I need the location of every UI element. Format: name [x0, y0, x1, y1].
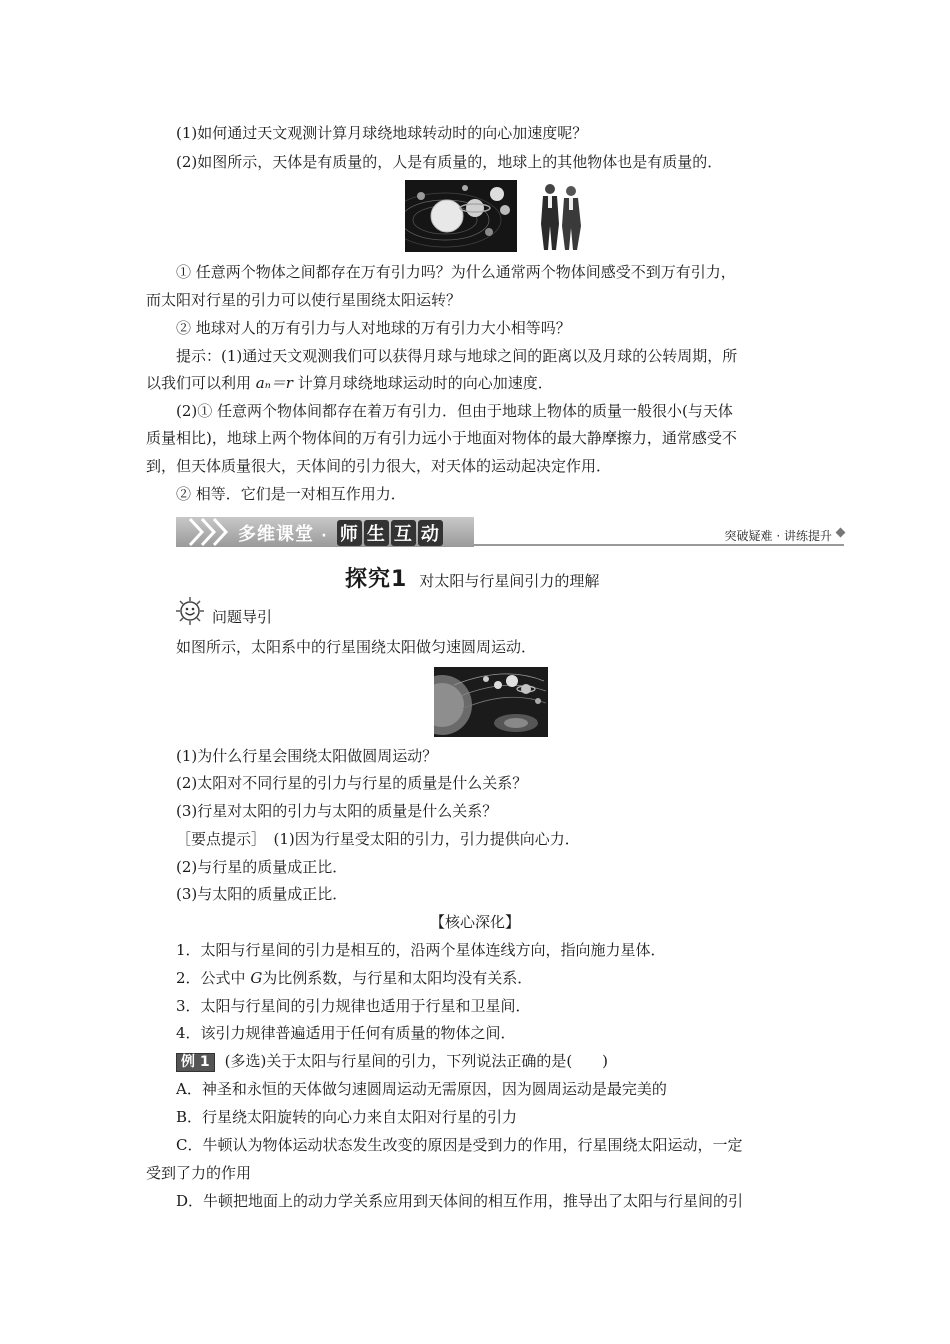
- question-1: (1)如何通过天文观测计算月球绕地球转动时的向心加速度呢？: [176, 124, 588, 142]
- smiley-icon: [176, 597, 204, 629]
- formula: aₙ＝r: [255, 374, 293, 392]
- option-c-line-2: 受到了力的作用: [146, 1164, 252, 1182]
- core-item-3: 3．太阳与行星间的引力规律也适用于行星和卫星间．: [176, 997, 531, 1015]
- guide-label: 问题导引: [212, 608, 273, 626]
- guide-intro: 如图所示，太阳系中的行星围绕太阳做匀速圆周运动．: [176, 638, 537, 656]
- core-heading: 【核心深化】: [429, 913, 520, 931]
- paragraph-1b: 而太阳对行星的引力可以使行星围绕太阳运转？: [146, 291, 462, 309]
- core-item-2: 2．公式中 G为比例系数，与行星和太阳均没有关系．: [176, 969, 533, 987]
- hint-2c: 到，但天体质量很大，天体间的引力很大，对天体的运动起决定作用．: [146, 457, 612, 475]
- hint-2b: 质量相比)，地球上两个物体间的万有引力远小于地面对物体的最大静摩擦力，通常感受不: [146, 429, 737, 447]
- diamond-icon: [836, 528, 846, 538]
- solar-system-orbits-image: [434, 667, 548, 737]
- section-subtitle: 对太阳与行星间引力的理解: [419, 572, 600, 590]
- hint-2a: (2)① 任意两个物体间都存在着万有引力．但由于地球上物体的质量一般很小(与天体: [176, 402, 733, 420]
- guide-a2: (2)与行星的质量成正比．: [176, 858, 348, 876]
- banner-rule: [474, 544, 844, 546]
- hint-1a: 提示：(1)通过天文观测我们可以获得月球与地球之间的距离以及月球的公转周期，所: [176, 347, 738, 365]
- hint-1b: 以我们可以利用 aₙ＝r 计算月球绕地球运动时的向心加速度．: [146, 374, 553, 392]
- option-d: D．牛顿把地面上的动力学关系应用到天体间的相互作用，推导出了太阳与行星间的引: [176, 1192, 744, 1210]
- section-heading: [345, 562, 599, 593]
- guide-q3: (3)行星对太阳的引力与太阳的质量是什么关系？: [176, 802, 498, 820]
- example-stem: 例 1 (多选)关于太阳与行星间的引力，下列说法正确的是( ): [176, 1051, 608, 1072]
- guide-a3: (3)与太阳的质量成正比．: [176, 885, 348, 903]
- core-item-4: 4．该引力规律普遍适用于任何有质量的物体之间．: [176, 1024, 516, 1042]
- core-item-1: 1．太阳与行星间的引力是相互的，沿两个星体连线方向，指向施力星体．: [176, 941, 666, 959]
- paragraph-2: ② 地球对人的万有引力与人对地球的万有引力大小相等吗？: [176, 319, 571, 337]
- guide-q2: (2)太阳对不同行星的引力与行星的质量是什么关系？: [176, 774, 528, 792]
- banner-title: 多维课堂 · 师 生 互 动: [238, 520, 443, 546]
- guide-q1: (1)为什么行星会围绕太阳做圆周运动？: [176, 747, 438, 765]
- two-people-image: [537, 180, 585, 252]
- question-2: (2)如图所示，天体是有质量的，人是有质量的，地球上的其他物体也是有质量的．: [176, 153, 723, 171]
- option-b: B．行星绕太阳旋转的向心力来自太阳对行星的引力: [176, 1108, 518, 1126]
- solar-system-image: [405, 180, 517, 252]
- section-title: 探究1: [345, 567, 408, 592]
- paragraph-1a: ① 任意两个物体之间都存在万有引力吗？为什么通常两个物体间感受不到万有引力，: [176, 263, 736, 281]
- hint-3: ② 相等．它们是一对相互作用力．: [176, 485, 406, 503]
- example-badge: 例 1: [176, 1053, 215, 1072]
- chevron-icon: [188, 517, 232, 547]
- section-banner: [176, 517, 846, 551]
- banner-right-text: 突破疑难 · 讲练提升: [724, 529, 832, 543]
- guide-a1: ［要点提示］ (1)因为行星受太阳的引力，引力提供向心力．: [176, 830, 580, 848]
- option-a: A．神圣和永恒的天体做匀速圆周运动无需原因，因为圆周运动是最完美的: [176, 1080, 667, 1098]
- option-c-line-1: C．牛顿认为物体运动状态发生改变的原因是受到力的作用，行星围绕太阳运动，一定: [176, 1136, 743, 1154]
